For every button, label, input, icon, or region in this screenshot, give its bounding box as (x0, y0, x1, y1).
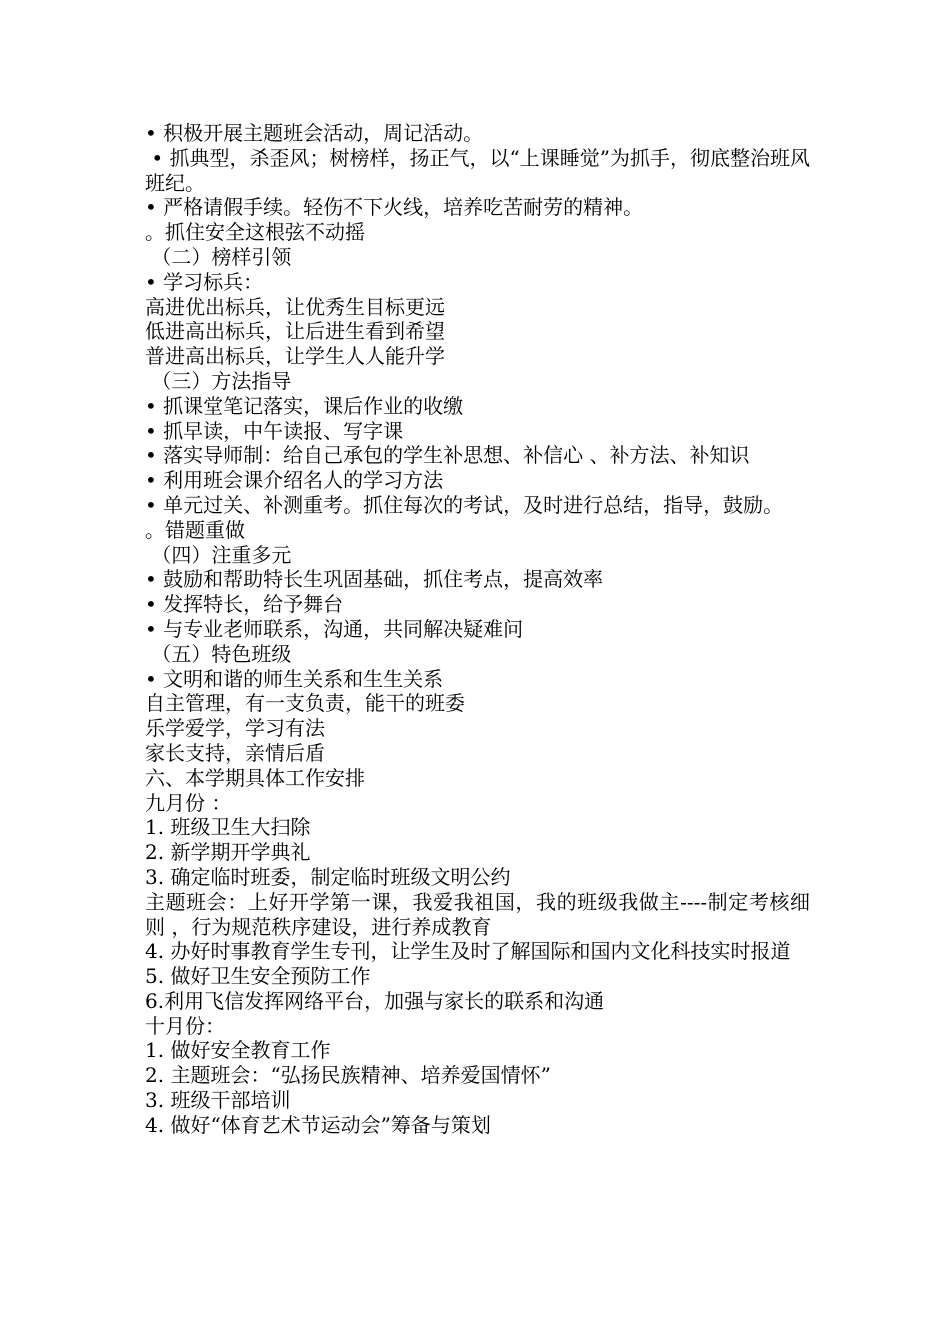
text-line: • 利用班会课介绍名人的学习方法 (145, 468, 444, 493)
text-line: • 严格请假手续。轻伤不下火线，培养吃苦耐劳的精神。 (145, 195, 644, 220)
text-line: • 抓早读，中午读报、写字课 (145, 418, 404, 443)
text-line: 主题班会：上好开学第一课，我爱我祖国，我的班级我做主----制定考核细则 ，行为规范秩序建设，进行养成教育 (145, 889, 810, 939)
text-line: 普进高出标兵，让学生人人能升学 (145, 344, 445, 369)
text-line: • 发挥特长，给予舞台 (145, 592, 344, 617)
text-line: 。抓住安全这根弦不动摇 (145, 220, 365, 245)
list-item: 4. 办好时事教育学生专刊，让学生及时了解国际和国内文化科技实时报道 (145, 939, 791, 964)
text-line: • 积极开展主题班会活动，周记活动。 (145, 121, 484, 145)
list-item: 1. 做好安全教育工作 (145, 1038, 331, 1063)
section-heading: （五）特色班级 (145, 641, 292, 666)
list-item: 3. 班级干部培训 (145, 1088, 291, 1113)
section-heading: （二）榜样引领 (145, 244, 292, 269)
text-line: 家长支持，亲情后盾 (145, 740, 325, 765)
text-line: 乐学爱学，学习有法 (145, 716, 325, 741)
section-heading: 六、本学期具体工作安排 (145, 765, 365, 790)
text-line: • 学习标兵： (145, 269, 264, 294)
text-line: 高进优出标兵，让优秀生目标更远 (145, 294, 445, 319)
text-line: • 抓课堂笔记落实，课后作业的收缴 (145, 393, 464, 418)
text-line: • 鼓励和帮助特长生巩固基础，抓住考点，提高效率 (145, 567, 604, 592)
month-heading: 九月份 ： (145, 790, 232, 815)
text-line: • 文明和谐的师生关系和生生关系 (145, 666, 444, 691)
month-heading: 十月份： (145, 1013, 225, 1038)
text-line: • 落实导师制：给自己承包的学生补思想、补信心 、补方法、补知识 (145, 443, 750, 468)
document-body (145, 121, 810, 1138)
section-heading: （三）方法指导 (145, 368, 292, 393)
list-item: 4. 做好“体育艺术节运动会”筹备与策划 (145, 1112, 491, 1137)
section-heading: （四）注重多元 (145, 542, 292, 567)
text-line: 。错题重做 (145, 517, 245, 542)
list-item: 5. 做好卫生安全预防工作 (145, 964, 371, 989)
text-line: • 单元过关、补测重考。抓住每次的考试，及时进行总结，指导，鼓励。 (145, 492, 784, 517)
list-item: 2. 主题班会：“弘扬民族精神、培养爱国情怀” (145, 1063, 551, 1088)
list-item: 6.利用飞信发挥网络平台，加强与家长的联系和沟通 (145, 988, 605, 1013)
text-line: 低进高出标兵，让后进生看到希望 (145, 319, 445, 344)
list-item: 1. 班级卫生大扫除 (145, 815, 311, 840)
list-item: 2. 新学期开学典礼 (145, 840, 311, 865)
text-line: • 与专业老师联系，沟通，共同解决疑难问 (145, 616, 524, 641)
list-item: 3. 确定临时班委，制定临时班级文明公约 (145, 864, 511, 889)
text-line: 自主管理，有一支负责，能干的班委 (145, 691, 465, 716)
text-line: • 抓典型，杀歪风；树榜样，扬正气，以“上课睡觉”为抓手，彻底整治班风班纪。 (145, 145, 810, 195)
